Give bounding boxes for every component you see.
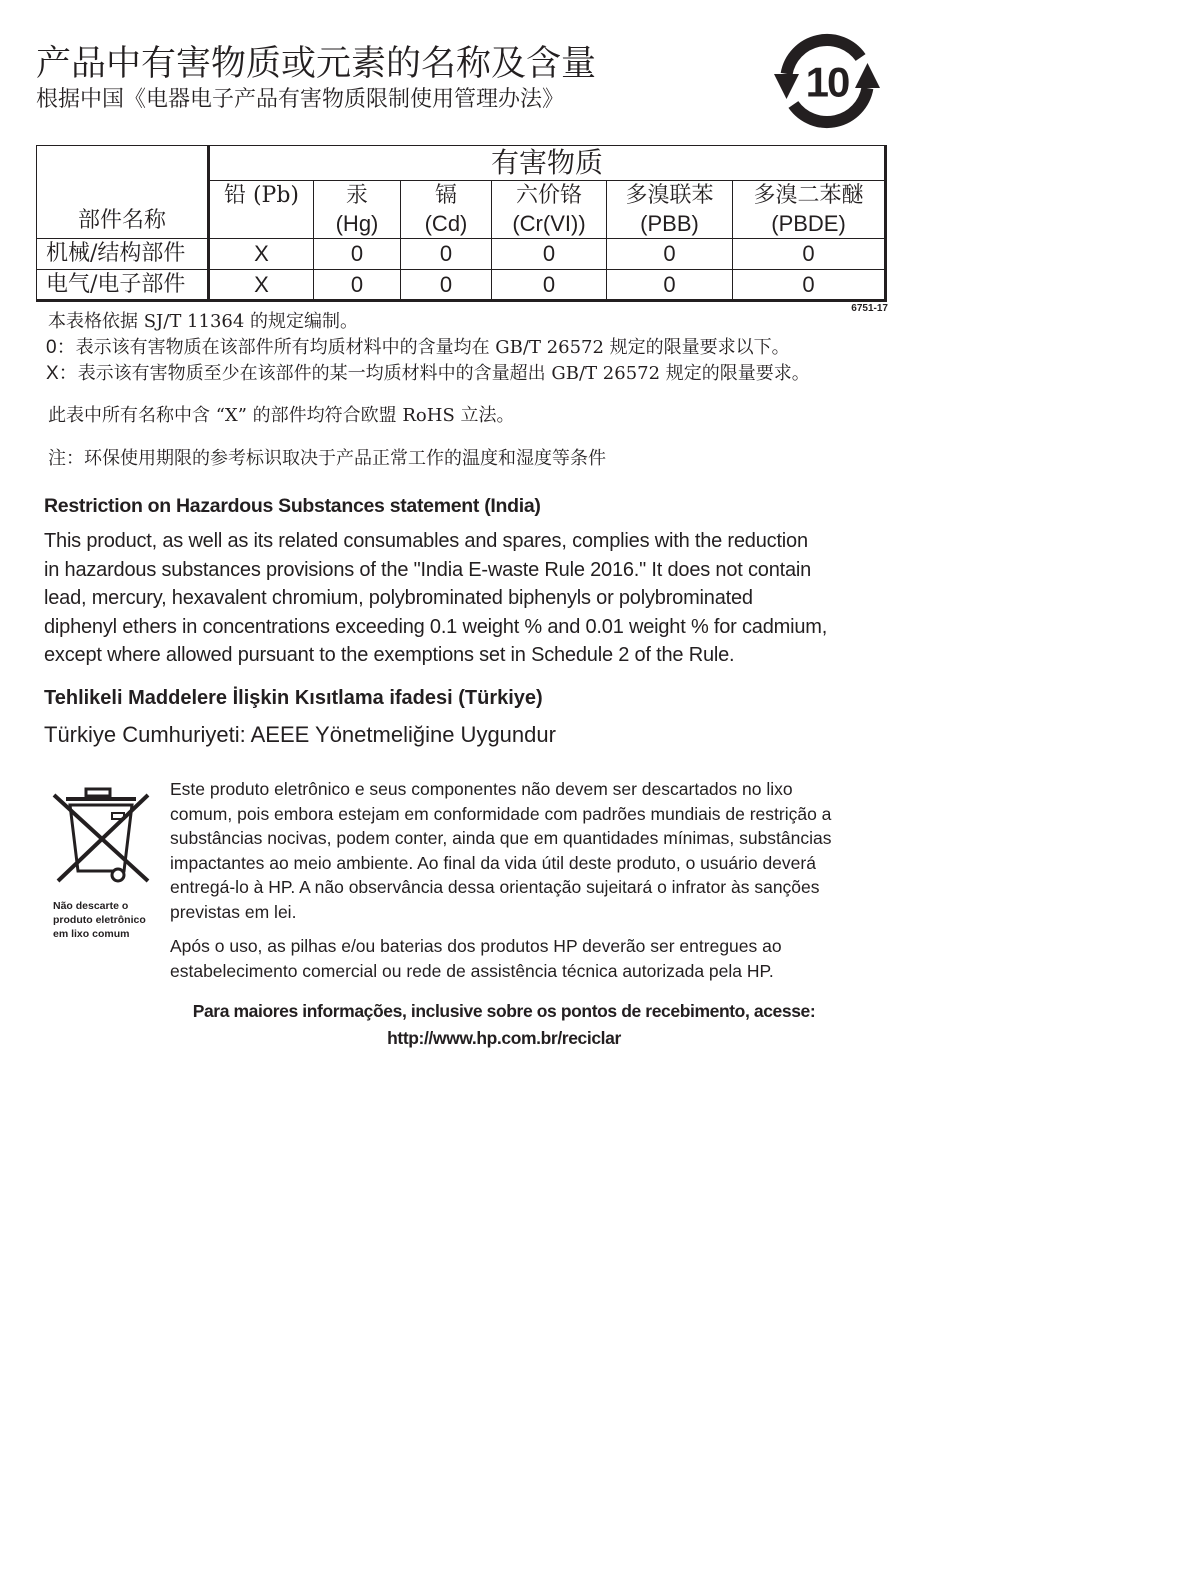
part-name-header: 部件名称 [37, 146, 209, 239]
paragraph-line: This product, as well as its related consumables and spares, complies with the reduction [44, 530, 808, 552]
column-header-symbol: (PBB) [640, 211, 699, 236]
brazil-battery-paragraph [170, 934, 782, 983]
brazil-more-info [104, 998, 904, 1052]
note-rohs-compliance: 此表中所有名称中含 “X” 的部件均符合欧盟 RoHS 立法。 [48, 405, 515, 426]
cell-value-pbde: 0 [733, 270, 886, 301]
environment-friendly-use-period-logo [771, 31, 885, 131]
table-header-row [37, 146, 886, 181]
paragraph-line: diphenyl ethers in concentrations exceeding 0.1 weight % and 0.01 weight % for cadmium, [44, 615, 828, 638]
column-header-label: 铅 (Pb) [223, 183, 300, 208]
turkey-compliance-text: Türkiye Cumhuriyeti: AEEE Yönetmeliğine Uygundur [44, 722, 556, 747]
column-header-pb [209, 181, 314, 239]
cell-value-cd: 0 [401, 239, 492, 270]
caption-line: Não descarte o [53, 900, 129, 912]
cell-value-cr6: 0 [492, 239, 607, 270]
paragraph-line: except where allowed pursuant to the exemptions set in Schedule 2 of the Rule. [44, 644, 735, 666]
cell-value-pbb: 0 [607, 270, 733, 301]
india-section-heading: Restriction on Hazardous Substances statement (India) [44, 495, 541, 517]
column-header-pbb [607, 181, 733, 239]
cell-value-cd: 0 [401, 270, 492, 301]
note-marker: 0： [46, 337, 76, 358]
caption-line: em lixo comum [53, 928, 130, 940]
hazardous-substance-table [36, 145, 887, 302]
column-header-cr6 [492, 181, 607, 239]
india-section-paragraph [44, 527, 827, 670]
note-marker: X： [46, 363, 78, 384]
paragraph-line: impactantes ao meio ambiente. Ao final da vida útil deste produto, o usuário deverá [170, 852, 816, 873]
logo-arrowhead-down-icon [774, 74, 799, 99]
bin-wheel [112, 869, 124, 881]
cell-value-hg: 0 [314, 239, 401, 270]
cell-value-cr6: 0 [492, 270, 607, 301]
column-header-label: 镉 [434, 183, 457, 208]
paragraph-line: in hazardous substances provisions of the "India E-waste Rule 2016." It does not contain [44, 558, 812, 581]
paragraph-line: Após o uso, as pilhas e/ou baterias dos produtos HP deverão ser entregues ao [170, 936, 782, 956]
bin-handle [86, 789, 110, 796]
paragraph-line: estabelecimento comercial ou rede de assistência técnica autorizada pela HP. [170, 960, 774, 981]
column-header-symbol: (Hg) [335, 211, 379, 236]
part-name-cell: 机械/结构部件 [37, 239, 209, 270]
note-zero-meaning [46, 337, 790, 359]
column-header-label: 六价铬 [515, 183, 582, 208]
hazardous-substances-header: 有害物质 [209, 146, 886, 181]
logo-number: 10 [805, 58, 849, 106]
table-row [37, 270, 886, 301]
table-container [36, 145, 887, 302]
column-header-symbol: (Cr(VI)) [512, 211, 586, 236]
page-subtitle: 根据中国《电器电子产品有害物质限制使用管理办法》 [36, 87, 565, 112]
paragraph-line: substâncias nocivas, podem conter, ainda que em quantidades mínimas, substâncias [170, 828, 832, 849]
column-header-pbde [733, 181, 886, 239]
paragraph-line: lead, mercury, hexavalent chromium, polybrominated biphenyls or polybrominated [44, 587, 753, 609]
note-efup-conditions: 注：环保使用期限的参考标识取决于产品正常工作的温度和湿度等条件 [48, 448, 606, 469]
document-code: 6751-17 [851, 303, 888, 314]
table-row [37, 239, 886, 270]
cell-value-hg: 0 [314, 270, 401, 301]
crossed-out-wheelie-bin-icon [50, 785, 152, 887]
note-table-basis: 本表格依据 SJ/T 11364 的规定编制。 [48, 311, 359, 332]
paragraph-line: Este produto eletrônico e seus componentes não devem ser descartados no lixo [170, 779, 793, 799]
cell-value-pbde: 0 [733, 239, 886, 270]
cell-value-pbb: 0 [607, 239, 733, 270]
caption-line: produto eletrônico [53, 914, 146, 926]
cell-value-pb: X [209, 270, 314, 301]
page-title: 产品中有害物质或元素的名称及含量 [36, 44, 597, 84]
column-header-label: 多溴联苯 [625, 183, 714, 208]
column-header-cd [401, 181, 492, 239]
note-text: 表示该有害物质在该部件所有均质材料中的含量均在 GB/T 26572 规定的限量要求以下。 [75, 337, 790, 358]
paragraph-line: previstas em lei. [170, 901, 297, 922]
bin-icon-caption [53, 899, 146, 941]
paragraph-line: comum, pois embora estejam em conformidade com padrões mundiais de restrição a [170, 803, 832, 824]
note-text: 表示该有害物质至少在该部件的某一均质材料中的含量超出 GB/T 26572 规定的限量要求。 [77, 363, 810, 384]
turkey-section-heading: Tehlikeli Maddelere İlişkin Kısıtlama ifadesi (Türkiye) [44, 687, 543, 709]
column-header-symbol: (PBDE) [771, 211, 846, 236]
column-header-symbol: (Cd) [424, 211, 468, 236]
cell-value-pb: X [209, 239, 314, 270]
more-info-text: Para maiores informações, inclusive sobre os pontos de recebimento, acesse: [192, 1001, 816, 1021]
brazil-disposal-paragraph [170, 777, 832, 925]
column-header-hg [314, 181, 401, 239]
part-name-cell: 电气/电子部件 [37, 270, 209, 301]
paragraph-line: entregá-lo à HP. A não observância dessa orientação sujeitará o infrator às sanções [170, 877, 820, 898]
column-header-label: 汞 [345, 183, 368, 208]
recycling-url: http://www.hp.com.br/reciclar [387, 1028, 621, 1048]
logo-arrowhead-up-icon [855, 63, 880, 88]
note-x-meaning [46, 363, 810, 385]
column-header-label: 多溴二苯醚 [753, 183, 864, 208]
